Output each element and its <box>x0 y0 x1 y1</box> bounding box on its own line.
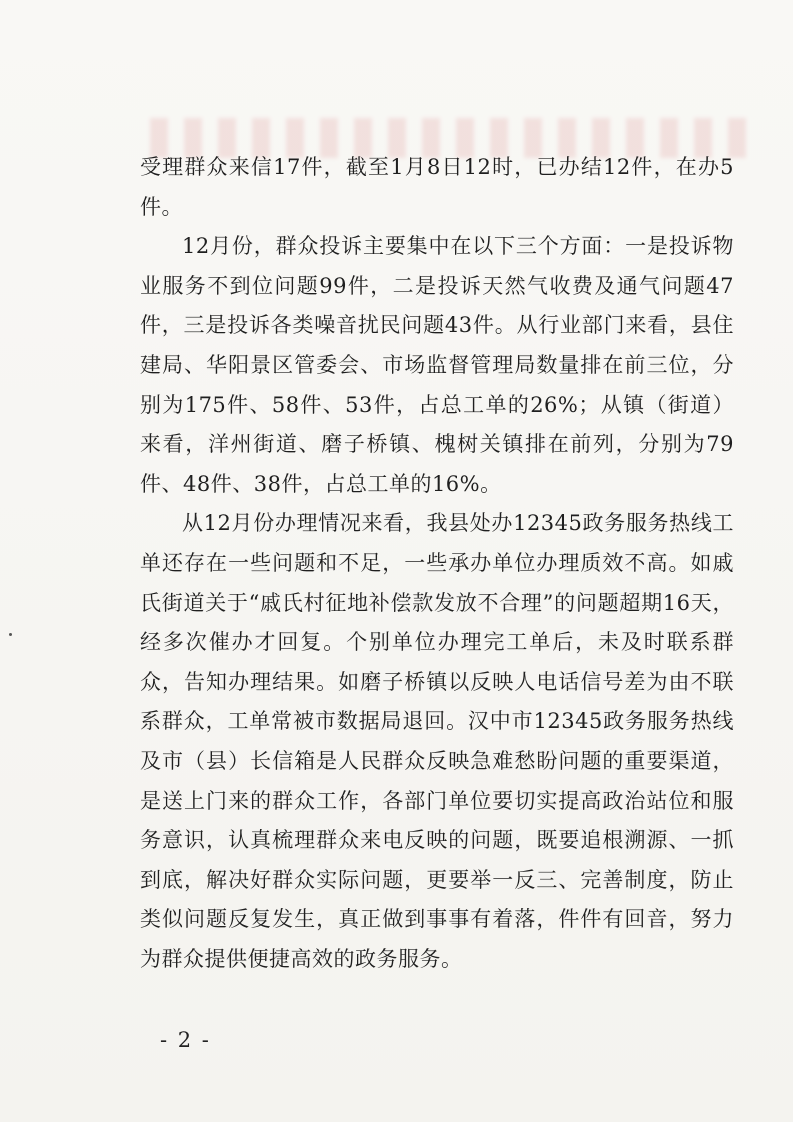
scan-speck <box>9 633 12 636</box>
paragraph-3: 从12月份办理情况来看，我县处办12345政务服务热线工单还存在一些问题和不足，一些承办单位办理质效不高。如戚氏街道关于“戚氏村征地补偿款发放不合理”的问题超期16天，经多次催办才回复。个别单位办理完工单后，未及时联系群众，告知办理结果。如磨子桥镇以反映人电话信号差为由不联系群众，工单常被市数据局退回。汉中市12345政务服务热线及市（县）长信箱是人民群众反映急难愁盼问题的重要渠道，是送上门来的群众工作，各部门单位要切实提高政治站位和服务意识，认真梳理群众来电反映的问题，既要追根溯源、一抓到底，解决好群众实际问题，更要举一反三、完善制度，防止类似问题反复发生，真正做到事事有着落，件件有回音，努力为群众提供便捷高效的政务服务。 <box>140 511 734 971</box>
page-number: - 2 - <box>160 1028 211 1052</box>
document-body <box>140 148 734 979</box>
paragraph-2: 12月份，群众投诉主要集中在以下三个方面：一是投诉物业服务不到位问题99件，二是投诉天然气收费及通气问题47件，三是投诉各类噪音扰民问题43件。从行业部门来看，县住建局、华阳景区管委会、市场监督管理局数量排在前三位，分别为175件、58件、53件，占总工单的26%；从镇（街道）来看，洋州街道、磨子桥镇、槐树关镇排在前列，分别为79件、48件、38件，占总工单的16%。 <box>140 234 734 496</box>
paragraph-1: 受理群众来信17件，截至1月8日12时，已办结12件，在办5件。 <box>140 155 734 219</box>
